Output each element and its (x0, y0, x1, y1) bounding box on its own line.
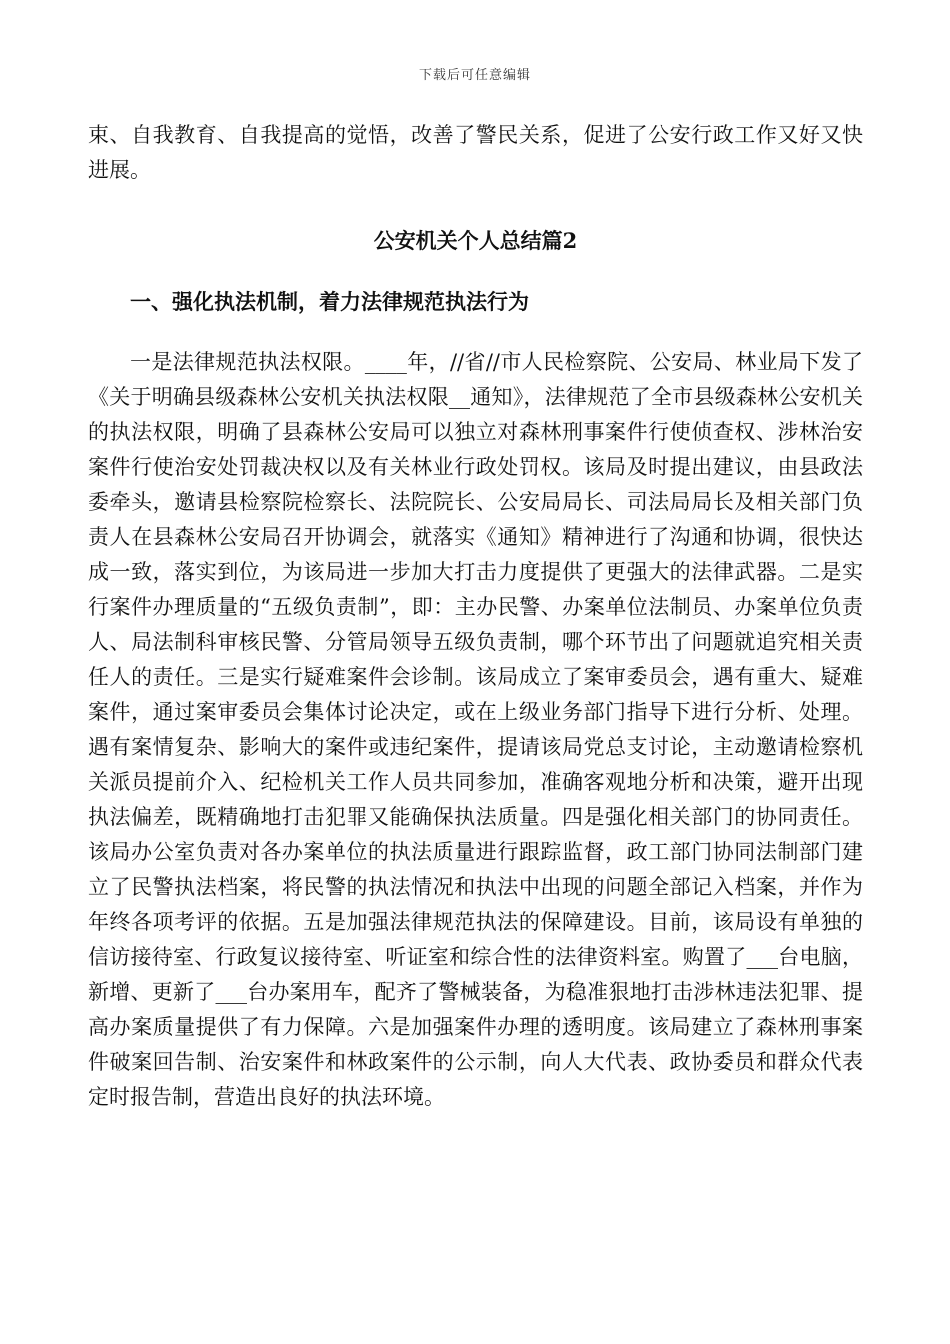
page-header: 下载后可任意编辑 (418, 68, 531, 83)
body-paragraph: 一是法律规范执法权限。____年，//省//市人民检察院、公安局、林业局下发了《关于明确县级森林公安机关执法权限__通知》，法律规范了全市县级森林公安机关的执法权限，明确了县森林公安局可以独立对森林刑事案件行使侦查权、涉林治安案件行使治安处罚裁决权以及有关林业行政处罚权。该局及时提出建议，由县政法委牵头，邀请县检察院检察长、法院院长、公安局局长、司法局局长及相关部门负责人在县森林公安局召开协调会，就落实《通知》精神进行了沟通和协调，很快达成一致，落实到位，为该局进一步加大打击力度提供了更强大的法律武器。二是实行案件办理质量的“五级负责制”，即：主办民警、办案单位法制员、办案单位负责人、局法制科审核民警、分管局领导五级负责制，哪个环节出了问题就追究相关责任人的责任。三是实行疑难案件会诊制。该局成立了案审委员会，遇有重大、疑难案件，通过案审委员会集体讨论决定，或在上级业务部门指导下进行分析、处理。遇有案情复杂、影响大的案件或违纪案件，提请该局党总支讨论，主动邀请检察机关派员提前介入、纪检机关工作人员共同参加，准确客观地分析和决策，避开出现执法偏差，既精确地打击犯罪又能确保执法质量。四是强化相关部门的协同责任。该局办公室负责对各办案单位的执法质量进行跟踪监督，政工部门协同法制部门建立了民警执法档案，将民警的执法情况和执法中出现的问题全部记入档案，并作为年终各项考评的依据。五是加强法律规范执法的保障建设。目前，该局设有单独的信访接待室、行政复议接待室、听证室和综合性的法律资料室。购置了___台电脑，新增、更新了___台办案用车，配齐了警械装备，为稳准狠地打击涉林违法犯罪、提高办案质量提供了有力保障。六是加强案件办理的透明度。该局建立了森林刑事案件破案回告制、治安案件和林政案件的公示制，向人大代表、政协委员和群众代表定时报告制，营造出良好的执法环境。 (88, 350, 863, 1109)
document-title: 公安机关个人总结篇2 (373, 228, 578, 253)
document-body (88, 118, 863, 1115)
intro-paragraph: 束、自我教育、自我提高的觉悟，改善了警民关系，促进了公安行政工作又好又快进展。 (88, 123, 863, 182)
section-heading: 一、强化执法机制，着力法律规范执法行为 (130, 289, 529, 314)
